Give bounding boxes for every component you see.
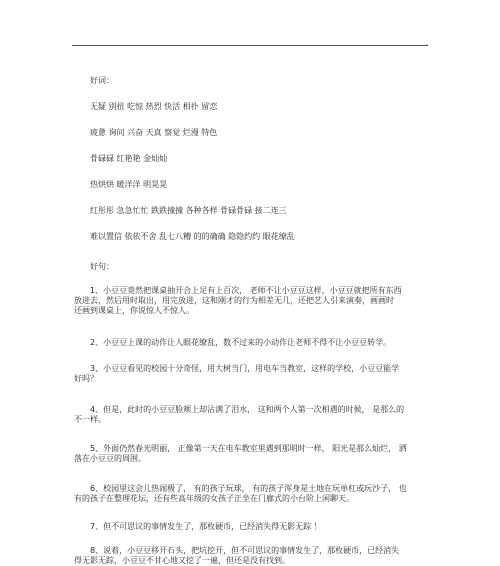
sentence-line: 8、说着，小豆豆移开石头，把坑挖开，但不可思议的事情发生了，那枚硬币，已经消失 <box>90 546 400 555</box>
word-line: 难以置信 依依不舍 乱七八糟 的的确确 隐隐约约 眼花缭乱 <box>90 232 295 241</box>
header-rule-end-mark: · <box>426 42 428 49</box>
sentence-line: 5、外面仍然春光明丽， 正像第一天在电车教室里遇到那明时一样， 阳光是那么灿烂， 洒 <box>90 444 407 453</box>
sentence-paragraph <box>74 364 430 384</box>
word-line: 疲惫 询问 兴奋 天真 察觉 烂漫 特色 <box>90 128 218 137</box>
sentence-line: 还画到课桌上，你说惊人不惊人。 <box>74 306 194 315</box>
sentence-paragraph <box>74 484 430 504</box>
sentence-line: 好吗？ <box>74 374 98 383</box>
section-heading-sentences: 好句： <box>90 262 114 271</box>
word-line: 无疑 别扭 吃惊 热烈 快活 相扑 留恋 <box>90 102 218 111</box>
sentence-line: 放进去，然后用时取出，用完放进，这和刚才的行为相差无几，还把艺人引来演奏，画画时 <box>74 296 394 305</box>
sentence-paragraph <box>74 338 430 348</box>
sentence-line: 3、小豆豆看见的校园十分奇怪，用大树当门，用电车当教室，这样的学校，小豆豆能学 <box>90 364 400 373</box>
sentence-line: 7、但不可思议的事情发生了，那枚硬币，已经消失得无影无踪 ！ <box>90 522 322 531</box>
sentence-paragraph <box>74 286 430 316</box>
sentence-line: 落在小豆豆的周围。 <box>74 454 146 463</box>
section-heading-words: 好词： <box>90 76 114 85</box>
sentence-paragraph <box>74 546 430 566</box>
word-line: 骨碌碌 红艳艳 金灿灿 <box>90 154 168 163</box>
sentence-paragraph <box>74 405 430 425</box>
sentence-line: 6、校园里这会儿热闹极了， 有的孩子玩球， 有的孩子浑身是土地在玩单杠或玩沙子， 也 <box>90 484 407 493</box>
word-line: 红彤彤 急急忙忙 跌跌撞撞 各种各样 骨碌骨碌 接二连三 <box>90 206 287 215</box>
sentence-line: 有的孩子在整理花坛，还有些高年级的女孩子正坐在门廊式的小台阶上闲聊天。 <box>74 494 354 503</box>
sentence-line: 2、小豆豆上课的动作让人眼花缭乱，数不过来的小动作让老师不得不让小豆豆转学。 <box>90 338 392 347</box>
sentence-line: 4、但是，此时的小豆豆脸颊上却沾满了泪水， 这和两个人第一次相遇的时候， 是那么的 <box>90 405 405 414</box>
sentence-line: 不一样。 <box>74 415 106 424</box>
word-line: 热烘烘 暖洋洋 明晃晃 <box>90 180 168 189</box>
sentence-line: 1、小豆豆竟然把课桌抽开合上足有上百次， 老师不让小豆豆这样，小豆豆就把所有东西 <box>90 286 402 295</box>
sentence-paragraph <box>74 522 430 532</box>
sentence-paragraph <box>74 444 430 464</box>
sentence-line: 得无影无踪，小豆豆不甘心地又挖了一遍，但还是没有找到。 <box>74 556 290 565</box>
